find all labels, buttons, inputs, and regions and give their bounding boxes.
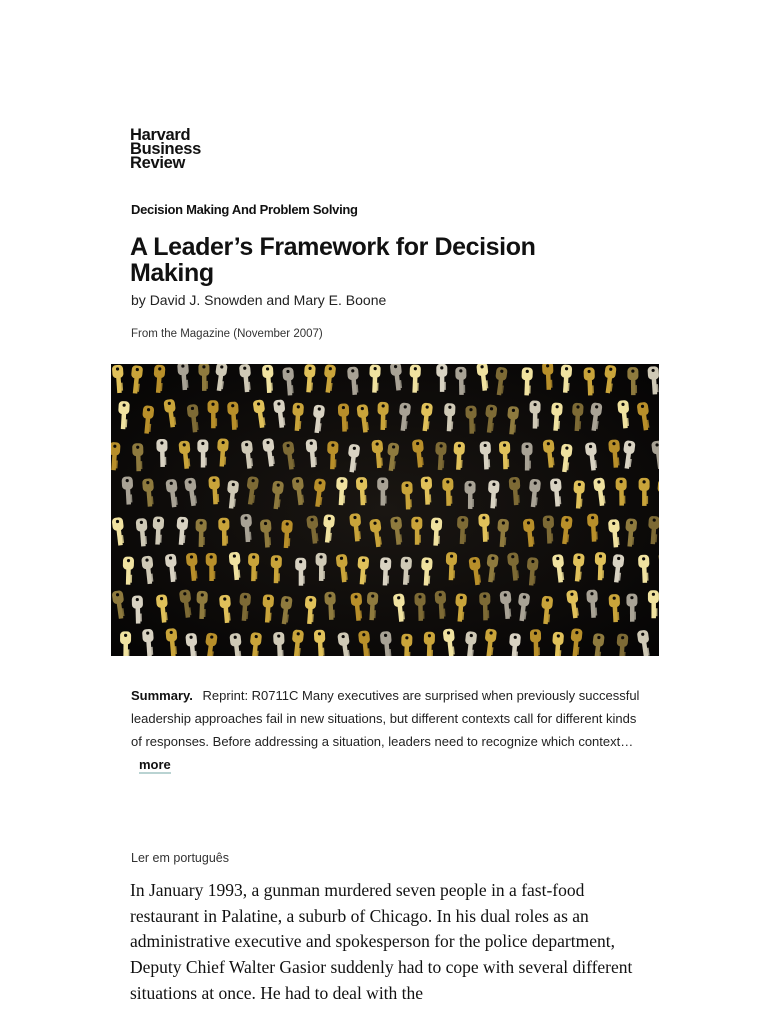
article-body-paragraph: In January 1993, a gunman murdered seven people in a fast-food restaurant in Palatine, a suburb of Chicago. In his dual roles as an administrative executive and spokesperson for the police department, Deputy Chief Walter Gasior suddenly had to cope with several different situations at once. He had to deal with the bbox=[130, 880, 633, 1003]
article-summary bbox=[131, 684, 646, 776]
summary-label: Summary. bbox=[131, 688, 193, 703]
logo-line-1: Harvard bbox=[130, 126, 191, 144]
byline bbox=[131, 292, 386, 308]
byline-joiner: and bbox=[266, 292, 290, 308]
keys-photo-icon bbox=[111, 364, 659, 656]
language-link-portuguese[interactable]: Ler em português bbox=[131, 851, 229, 865]
magazine-source: From the Magazine (November 2007) bbox=[131, 328, 323, 340]
summary-more-button[interactable]: more bbox=[139, 757, 171, 772]
hero-image bbox=[111, 364, 659, 656]
hbr-logo[interactable] bbox=[130, 128, 201, 170]
byline-prefix: by bbox=[131, 292, 146, 308]
logo-line-3: Review bbox=[130, 154, 186, 172]
article-title: A Leader’s Framework for Decision Making bbox=[130, 233, 536, 287]
author-link-boone[interactable]: Mary E. Boone bbox=[293, 292, 387, 308]
author-link-snowden[interactable]: David J. Snowden bbox=[149, 292, 263, 308]
summary-text: Reprint: R0711C Many executives are surprised when previously successful leadership approaches fail in new situations, but different contexts call for different kinds of responses. Before addressing a situation, leaders need to recognize which context… bbox=[131, 688, 640, 749]
topic-link[interactable]: Decision Making And Problem Solving bbox=[131, 202, 358, 217]
logo-line-2: Business bbox=[130, 140, 201, 158]
